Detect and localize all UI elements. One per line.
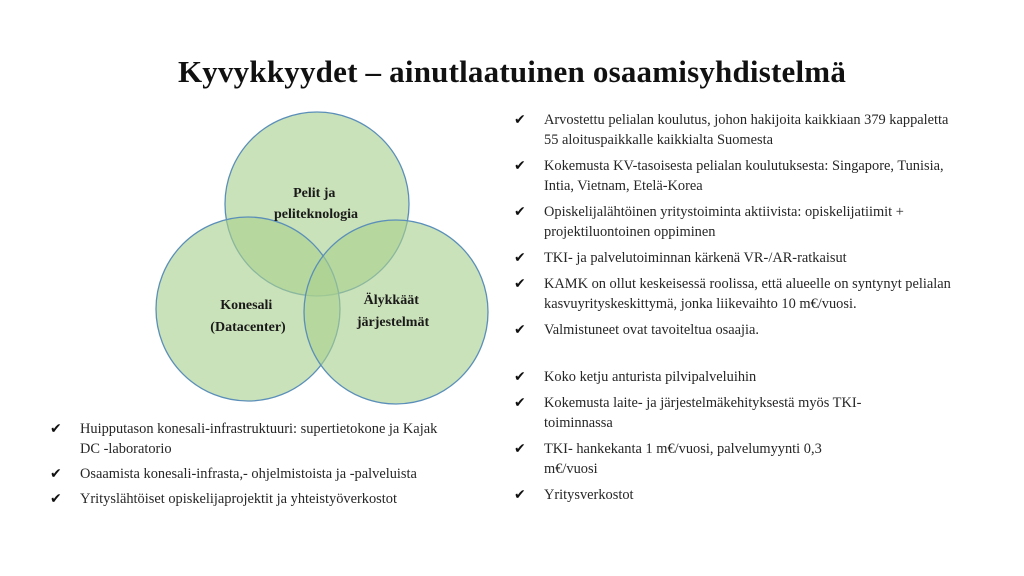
games-capabilities-list — [514, 110, 959, 346]
checkmark-icon: ✔ — [514, 276, 526, 292]
venn-circle-intelligent-systems — [304, 220, 488, 404]
list-item-text: Kokemusta KV-tasoisesta pelialan koulutuksesta: Singapore, Tunisia, Intia, Vietnam, Etelä-Korea — [544, 158, 944, 194]
list-item — [514, 202, 959, 242]
list-item — [514, 485, 874, 505]
venn-label-systems-line2: järjestelmät — [356, 315, 430, 330]
list-item-text: KAMK on ollut keskeisessä roolissa, että alueelle on syntynyt pelialan kasvuyrityskeskittymä, jonka liikevaihto 10 m€/vuosi. — [544, 276, 951, 312]
list-item-text: Huipputason konesali-infrastruktuuri: supertietokone ja Kajak DC -laboratorio — [80, 421, 438, 457]
checkmark-icon: ✔ — [514, 158, 526, 174]
list-item-text: Koko ketju anturista pilvipalveluihin — [544, 369, 757, 385]
datacenter-capabilities-list — [50, 419, 460, 514]
list-item — [514, 320, 959, 340]
list-item-text: Osaamista konesali-infrasta,- ohjelmistoista ja -palveluista — [80, 466, 417, 482]
list-item — [514, 110, 959, 150]
list-item — [50, 489, 460, 509]
checkmark-icon: ✔ — [514, 322, 526, 338]
list-item-text: Yritysverkostot — [544, 487, 634, 503]
checkmark-icon: ✔ — [514, 204, 526, 220]
list-item — [50, 419, 460, 459]
venn-label-datacenter-line1: Konesali — [220, 298, 273, 313]
venn-label-systems-line1: Älykkäät — [363, 293, 419, 308]
list-item-text: Kokemusta laite- ja järjestelmäkehityksestä myös TKI-toiminnassa — [544, 395, 862, 431]
list-item-text: TKI- ja palvelutoiminnan kärkenä VR-/AR-ratkaisut — [544, 250, 847, 266]
list-item — [514, 274, 959, 314]
checkmark-icon: ✔ — [514, 395, 526, 411]
list-item — [514, 248, 959, 268]
checkmark-icon: ✔ — [514, 487, 526, 503]
checkmark-icon: ✔ — [514, 250, 526, 266]
systems-capabilities-list — [514, 367, 874, 511]
venn-label-games-line2: peliteknologia — [273, 207, 359, 222]
checkmark-icon: ✔ — [514, 112, 526, 128]
list-item — [514, 367, 874, 387]
list-item-text: TKI- hankekanta 1 m€/vuosi, palvelumyynti 0,3 m€/vuosi — [544, 441, 822, 477]
list-item-text: Arvostettu pelialan koulutus, johon hakijoita kaikkiaan 379 kappaletta 55 aloituspaikkalle kaikkialta Suomesta — [544, 112, 949, 148]
list-item-text: Opiskelijalähtöinen yritystoiminta aktiivista: opiskelijatiimit + projektiluontoinen oppiminen — [544, 204, 904, 240]
venn-label-datacenter-line2: (Datacenter) — [210, 320, 286, 335]
checkmark-icon: ✔ — [50, 421, 62, 437]
list-item — [50, 464, 460, 484]
checkmark-icon: ✔ — [50, 466, 62, 482]
slide-title: Kyvykkyydet – ainutlaatuinen osaamisyhdistelmä — [177, 54, 847, 89]
list-item — [514, 156, 959, 196]
checkmark-icon: ✔ — [514, 369, 526, 385]
list-item — [514, 393, 874, 433]
list-item-text: Valmistuneet ovat tavoiteltua osaajia. — [544, 322, 759, 338]
checkmark-icon: ✔ — [50, 491, 62, 507]
list-item-text: Yrityslähtöiset opiskelijaprojektit ja yhteistyöverkostot — [80, 491, 397, 507]
venn-label-games-line1: Pelit ja — [293, 186, 336, 201]
checkmark-icon: ✔ — [514, 441, 526, 457]
list-item — [514, 439, 874, 479]
